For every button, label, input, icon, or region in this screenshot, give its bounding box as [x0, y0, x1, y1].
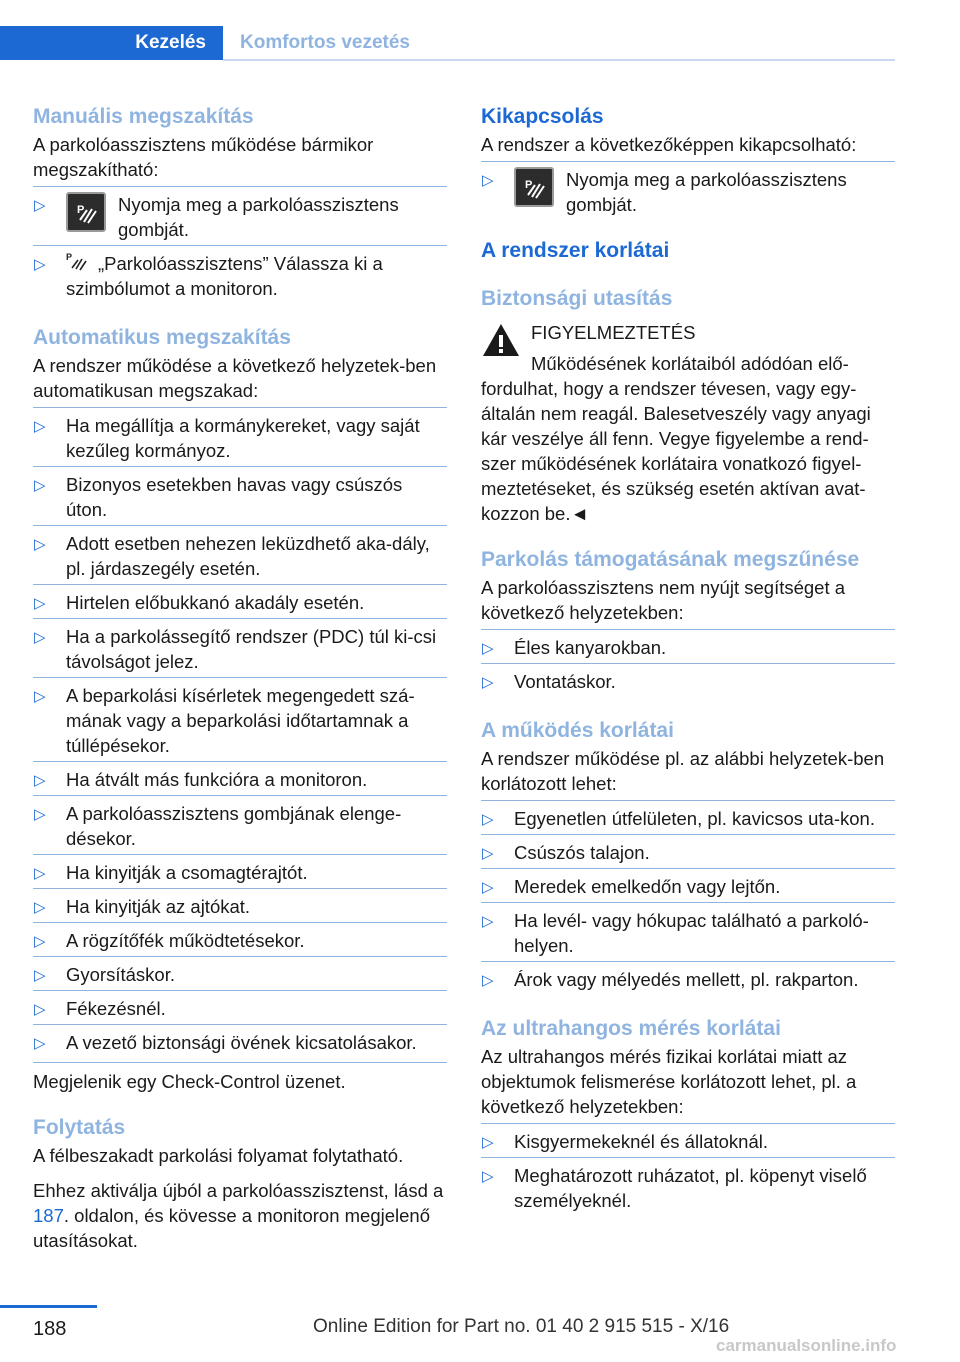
list-item: [33, 525, 447, 584]
header-rule: [223, 59, 895, 61]
triangle-bullet-icon: ▷: [482, 674, 494, 691]
list-item: [481, 961, 895, 995]
right-column: [481, 102, 895, 1216]
list-item: [481, 1157, 895, 1216]
ultrasonic-list: [481, 1123, 895, 1216]
function-limits-intro: A rendszer működése pl. az alábbi helyzetek-ben korlátozott lehet:: [481, 748, 885, 794]
heading-function-limits: A működés korlátai: [481, 719, 674, 742]
continue-p1: A félbeszakadt parkolási folyamat folytatható.: [33, 1145, 404, 1166]
list-item-text: Egyenetlen útfelületen, pl. kavicsos uta-kon.: [514, 808, 875, 829]
triangle-bullet-icon: ▷: [34, 806, 46, 823]
continue-p2: [33, 1178, 447, 1253]
list-item-text: Ha átvált más funkcióra a monitoron.: [66, 769, 368, 790]
triangle-bullet-icon: ▷: [482, 879, 494, 896]
list-item-text: Ha kinyitják az ajtókat.: [66, 896, 251, 917]
triangle-bullet-icon: ▷: [34, 477, 46, 494]
assist-end-list: [481, 629, 895, 697]
auto-intro: A rendszer működése a következő helyzetek-ben automatikusan megszakad:: [33, 355, 437, 401]
heading-switch-off: Kikapcsolás: [481, 105, 604, 128]
park-assist-button-icon: [66, 192, 106, 232]
page-number: 188: [33, 1318, 67, 1340]
list-item: [33, 584, 447, 618]
manual-list: [33, 186, 447, 304]
heading-safety: Biztonsági utasítás: [481, 287, 673, 310]
ultrasonic-intro: Az ultrahangos mérés fizikai korlátai miatt az objektumok felismerése korlátozott lehet, pl. a következő helyzetekben:: [481, 1046, 857, 1117]
list-item-text: Gyorsításkor.: [66, 964, 175, 985]
list-item: [33, 761, 447, 795]
warning-label: FIGYELMEZTETÉS: [531, 322, 696, 343]
list-item: [481, 868, 895, 902]
list-item: [33, 618, 447, 677]
list-item-text: Nyomja meg a parkolóasszisztens gombját.: [566, 169, 847, 215]
list-item-text: A vezető biztonsági övének kicsatolásakor.: [66, 1032, 417, 1053]
triangle-bullet-icon: ▷: [482, 172, 494, 189]
list-item-text: A rögzítőfék működtetésekor.: [66, 930, 305, 951]
list-item: [481, 801, 895, 834]
heading-assist-end: Parkolás támogatásának megszűnése: [481, 548, 860, 571]
list-item: [33, 956, 447, 990]
list-item-text: Kisgyermekeknél és állatoknál.: [514, 1131, 768, 1152]
triangle-bullet-icon: ▷: [34, 536, 46, 553]
triangle-bullet-icon: ▷: [34, 256, 46, 273]
triangle-bullet-icon: ▷: [34, 772, 46, 789]
warning-triangle-icon: [481, 322, 521, 358]
park-assist-button-icon: [514, 167, 554, 207]
svg-text:P: P: [525, 179, 533, 191]
triangle-bullet-icon: ▷: [482, 811, 494, 828]
footer-rule: [0, 1305, 97, 1308]
warning-first-line: Működésének korlátaiból adódóan elő-: [531, 353, 849, 374]
list-item-text: Nyomja meg a parkolóasszisztens gombját.: [118, 194, 399, 240]
list-item: [481, 630, 895, 663]
triangle-bullet-icon: ▷: [482, 1134, 494, 1151]
triangle-bullet-icon: ▷: [34, 1035, 46, 1052]
section-tab-komfortos-vezetes: Komfortos vezetés: [240, 32, 410, 53]
list-item: [481, 663, 895, 697]
switch-off-list: [481, 161, 895, 220]
warning-body: fordulhat, hogy a rendszer tévesen, vagy egy-általán nem reagál. Balesetveszély vagy anyagi kár veszélye áll fenn. Vegye figyelembe a rend-szer működésének korlátaira vonatkozó figyel-meztetéseket, és szükség esetén aktívan avat-kozzon be.◄: [481, 378, 871, 524]
triangle-bullet-icon: ▷: [482, 845, 494, 862]
list-item: [481, 902, 895, 961]
switch-off-intro: A rendszer a következőképpen kikapcsolható:: [481, 134, 857, 155]
triangle-bullet-icon: ▷: [34, 595, 46, 612]
watermark: carmanualsonline.info: [716, 1336, 897, 1355]
list-item: [33, 1024, 447, 1058]
triangle-bullet-icon: ▷: [34, 1001, 46, 1018]
triangle-bullet-icon: ▷: [34, 865, 46, 882]
list-item: [481, 1124, 895, 1157]
list-item: [33, 795, 447, 854]
list-item: [33, 408, 447, 466]
list-item-text: Ha levél- vagy hókupac található a parkoló-helyen.: [514, 910, 869, 956]
list-item-text: Adott esetben nehezen leküzdhető aka-dály, pl. járdaszegély esetén.: [66, 533, 430, 579]
list-item-text: Ha kinyitják a csomagtérajtót.: [66, 862, 308, 883]
manual-intro: A parkolóasszisztens működése bármikor megszakítható:: [33, 134, 374, 180]
list-item-text: A beparkolási kísérletek megengedett szá-mának vagy a beparkolási időtartamnak a túllépésekor.: [66, 685, 415, 756]
list-item: [33, 677, 447, 761]
section-tab-kezeles: Kezelés: [0, 26, 223, 60]
triangle-bullet-icon: ▷: [482, 913, 494, 930]
triangle-bullet-icon: ▷: [34, 418, 46, 435]
list-item: [481, 162, 895, 220]
page-header: [0, 26, 895, 62]
warning-box: [481, 320, 895, 376]
heading-manual-interrupt: Manuális megszakítás: [33, 105, 254, 128]
list-item-text: Árok vagy mélyedés mellett, pl. rakparton.: [514, 969, 859, 990]
heading-auto-interrupt: Automatikus megszakítás: [33, 326, 291, 349]
edition-note: Online Edition for Part no. 01 40 2 915 515 - X/16: [313, 1316, 730, 1337]
heading-system-limits: A rendszer korlátai: [481, 239, 670, 262]
svg-text:P: P: [77, 204, 85, 216]
assist-end-intro: A parkolóasszisztens nem nyújt segítséget a következő helyzetekben:: [481, 577, 846, 623]
list-item-text: „Parkolóasszisztens” Válassza ki a szimbólumot a monitoron.: [66, 253, 383, 299]
triangle-bullet-icon: ▷: [34, 688, 46, 705]
list-item-text: Meghatározott ruházatot, pl. köpenyt viselő személyeknél.: [514, 1165, 867, 1211]
park-assist-symbol-icon: [66, 251, 90, 273]
list-item: [33, 990, 447, 1024]
triangle-bullet-icon: ▷: [482, 972, 494, 989]
list-item: [33, 187, 447, 245]
heading-ultrasonic-limits: Az ultrahangos mérés korlátai: [481, 1017, 781, 1040]
continue-p2-text: Ehhez aktiválja újból a parkolóasszisztenst, lásd a: [33, 1180, 444, 1201]
check-control-note: Megjelenik egy Check-Control üzenet.: [33, 1062, 447, 1094]
list-item-text: Fékezésnél.: [66, 998, 166, 1019]
triangle-bullet-icon: ▷: [34, 629, 46, 646]
auto-list: [33, 407, 447, 1058]
list-item-text: Hirtelen előbukkanó akadály esetén.: [66, 592, 365, 613]
triangle-bullet-icon: ▷: [34, 933, 46, 950]
heading-continue: Folytatás: [33, 1116, 126, 1139]
svg-text:P: P: [66, 252, 73, 262]
list-item: [33, 854, 447, 888]
left-column: [33, 102, 447, 1253]
list-item: [33, 922, 447, 956]
list-item: [481, 834, 895, 868]
triangle-bullet-icon: ▷: [34, 899, 46, 916]
list-item-text: Ha megállítja a kormánykereket, vagy saját kezűleg kormányoz.: [66, 415, 420, 461]
list-item: [33, 888, 447, 922]
list-item-text: Vontatáskor.: [514, 671, 616, 692]
page-link-187[interactable]: 187: [33, 1205, 64, 1226]
list-item: [33, 245, 447, 304]
triangle-bullet-icon: ▷: [482, 640, 494, 657]
list-item-text: A parkolóasszisztens gombjának elenge-désekor.: [66, 803, 402, 849]
list-item-text: Bizonyos esetekben havas vagy csúszós úton.: [66, 474, 403, 520]
list-item-text: Éles kanyarokban.: [514, 637, 667, 658]
list-item-text: Ha a parkolássegítő rendszer (PDC) túl ki-csi távolságot jelez.: [66, 626, 437, 672]
list-item-text: Csúszós talajon.: [514, 842, 650, 863]
triangle-bullet-icon: ▷: [482, 1168, 494, 1185]
list-item-text: Meredek emelkedőn vagy lejtőn.: [514, 876, 781, 897]
list-item: [33, 466, 447, 525]
continue-p2-text-end: . oldalon, és kövesse a monitoron megjelenő utasításokat.: [33, 1205, 430, 1251]
triangle-bullet-icon: ▷: [34, 967, 46, 984]
triangle-bullet-icon: ▷: [34, 197, 46, 214]
function-limits-list: [481, 800, 895, 995]
